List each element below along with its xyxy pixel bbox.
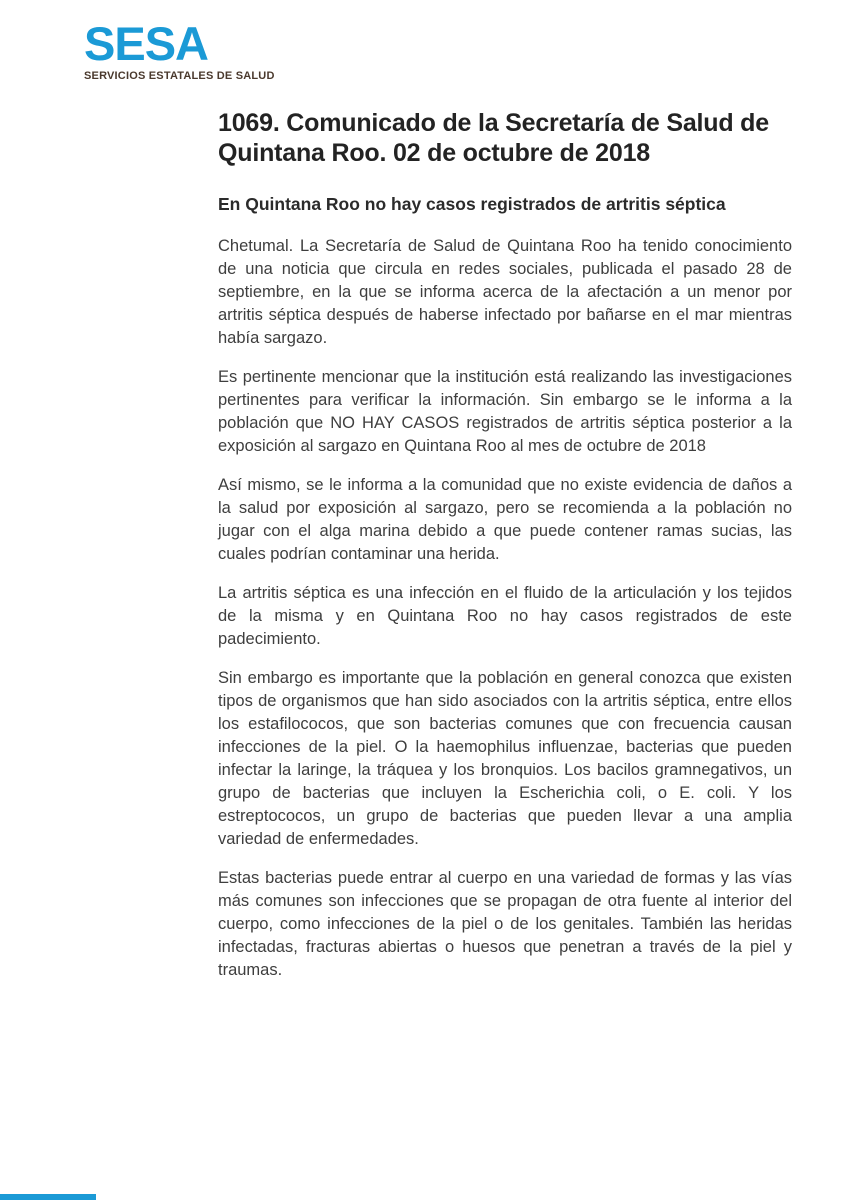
body-paragraph: Chetumal. La Secretaría de Salud de Quintana Roo ha tenido conocimiento de una noticia que circula en redes sociales, publicada el pasado 28 de septiembre, en la que se informa acerca de la afectación a un menor por artritis séptica después de haberse infectado por bañarse en el mar mientras había sargazo. <box>218 237 792 347</box>
body-paragraph: Sin embargo es importante que la población en general conozca que existen tipos de organismos que han sido asociados con la artritis séptica, entre ellos los estafilococos, que son bacterias comunes que con frecuencia causan infecciones de la piel. O la haemophilus influenzae, bacterias que pueden infectar la laringe, la tráquea y los bronquios. Los bacilos gramnegativos, un grupo de bacterias que incluyen la Escherichia coli, o E. coli. Y los estreptococos, un grupo de bacterias que pueden llevar a una amplia variedad de enfermedades. <box>218 669 792 848</box>
body-paragraph: Así mismo, se le informa a la comunidad que no existe evidencia de daños a la salud por exposición al sargazo, pero se recomienda a la población no jugar con el alga marina debido a que puede contener ramas sucias, las cuales podrían contaminar una herida. <box>218 476 792 563</box>
footer-accent-bar <box>0 1194 96 1200</box>
body-paragraph: Estas bacterias puede entrar al cuerpo en una variedad de formas y las vías más comunes son infecciones que se propagan de otra fuente al interior del cuerpo, como infecciones de la piel o de los genitales. También las heridas infectadas, fracturas abiertas o huesos que penetran a través de la piel y traumas. <box>218 869 792 979</box>
page-title: 1069. Comunicado de la Secretaría de Salud de Quintana Roo. 02 de octubre de 2018 <box>218 109 769 167</box>
document-content <box>218 108 792 998</box>
body-paragraph: La artritis séptica es una infección en el fluido de la articulación y los tejidos de la misma y en Quintana Roo no hay casos registrados de este padecimiento. <box>218 584 792 648</box>
body-paragraph: Es pertinente mencionar que la institución está realizando las investigaciones pertinentes para verificar la información. Sin embargo se le informa a la población que NO HAY CASOS registrados de artritis séptica posterior a la exposición al sargazo en Quintana Roo al mes de octubre de 2018 <box>218 368 792 455</box>
sesa-logo-text: SESA <box>84 17 208 70</box>
sesa-logo-tagline: SERVICIOS ESTATALES DE SALUD <box>84 70 275 82</box>
sesa-logo <box>84 17 304 82</box>
document-body <box>218 235 792 982</box>
document-subtitle: En Quintana Roo no hay casos registrados de artritis séptica <box>218 194 726 214</box>
